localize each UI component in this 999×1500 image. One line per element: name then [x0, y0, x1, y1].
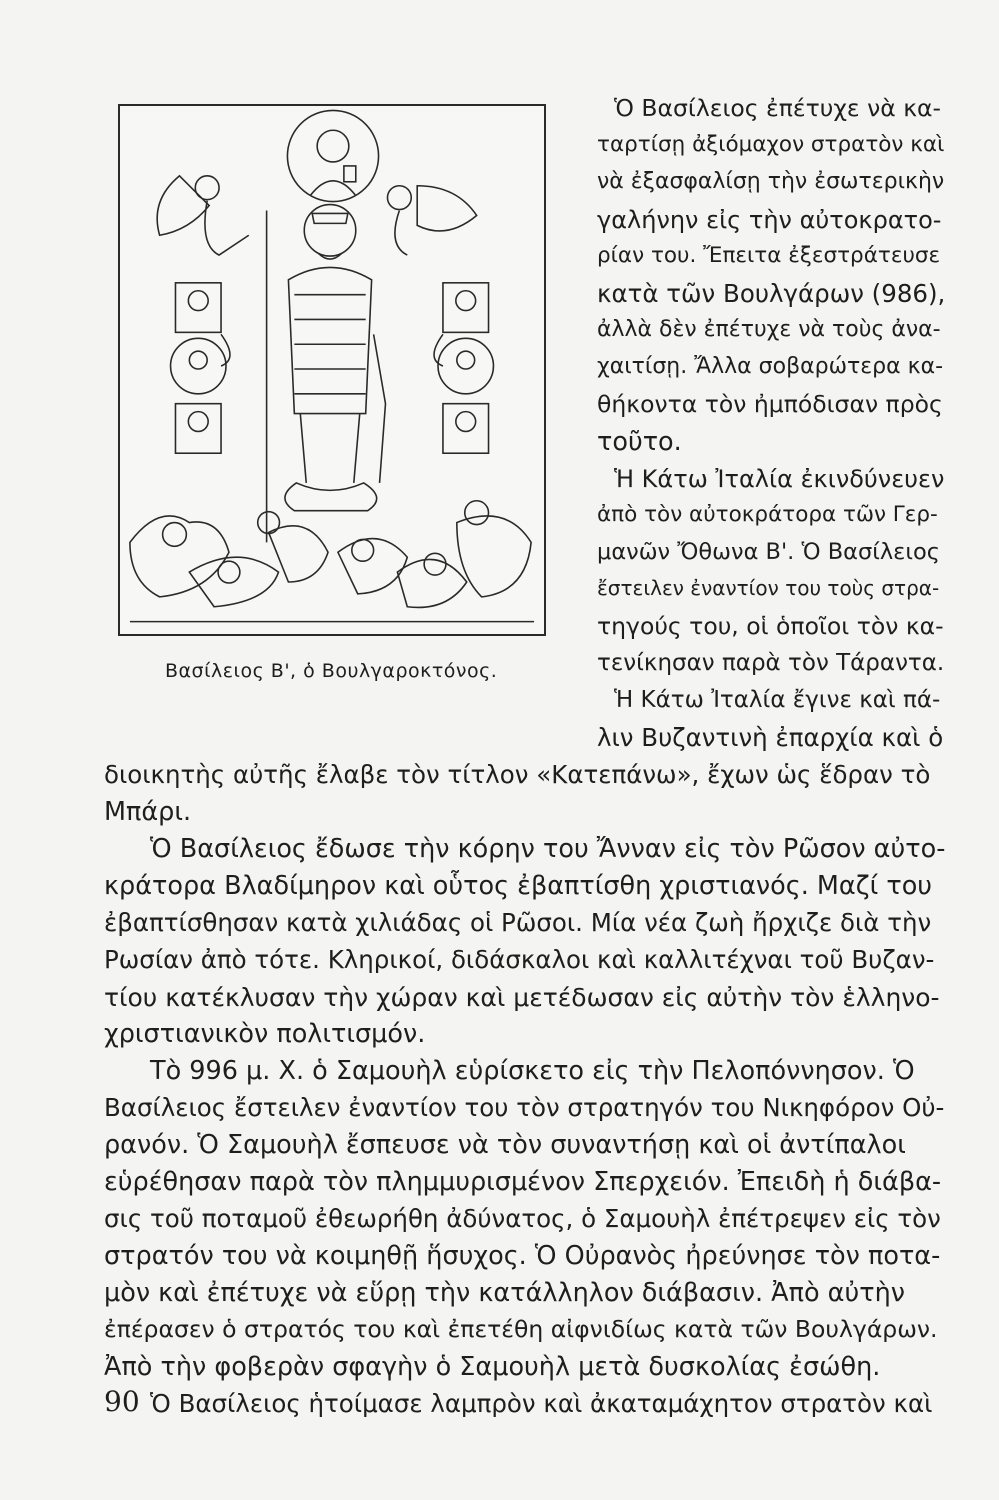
text-line: στρατόν του νὰ κοιμηθῇ ἥσυχος. Ὁ Οὐρανὸς ἠρεύνησε τὸν ποτα- [104, 1241, 941, 1271]
text-line: ταρτίσῃ ἀξιόμαχον στρατὸν καὶ [597, 132, 945, 157]
illustration-frame [118, 104, 546, 636]
text-line: κράτορα Βλαδίμηρον καὶ οὗτος ἐβαπτίσθη χριστιανός. Μαζί του [104, 871, 933, 901]
text-line: Βασίλειος ἔστειλεν ἐναντίον του τὸν στρατηγόν του Νικηφόρον Οὐ- [104, 1093, 945, 1122]
text-line: Ἀπὸ τὴν φοβερὰν σφαγὴν ὁ Σαμουὴλ μετὰ δυσκολίας ἐσώθη. [104, 1352, 881, 1382]
text-line: σις τοῦ ποταμοῦ ἐθεωρήθη ἀδύνατος, ὁ Σαμουὴλ ἐπέτρεψεν εἰς τὸν [104, 1204, 941, 1233]
text-line: διοικητὴς αὐτῆς ἔλαβε τὸν τίτλον «Κατεπάνω», ἔχων ὡς ἕδραν τὸ [104, 760, 931, 789]
text-line: χριστιανικὸν πολιτισμόν. [104, 1019, 426, 1049]
text-line: τίου κατέκλυσαν τὴν χώραν καὶ μετέδωσαν εἰς αὐτὴν τὸν ἑλληνο- [104, 983, 940, 1012]
text-line: Ρωσίαν ἀπὸ τότε. Κληρικοί, διδάσκαλοι καὶ καλλιτέχναι τοῦ Βυζαν- [104, 945, 935, 974]
text-line: θήκοντα τὸν ἠμπόδισαν πρὸς [597, 390, 943, 418]
text-line: Ἡ Κάτω Ἰταλία ἐκινδύνευεν [614, 465, 945, 493]
text-line: Ὁ Βασίλειος ἐπέτυχε νὰ κα- [614, 94, 942, 122]
text-line: μανῶν Ὄθωνα Β'. Ὁ Βασίλειος [597, 539, 940, 565]
text-line: τηγούς του, οἱ ὁποῖοι τὸν κα- [597, 612, 944, 640]
illustration-caption: Βασίλειος Β', ὁ Βουλγαροκτόνος. [165, 660, 498, 682]
text-line: ρίαν του. Ἔπειτα ἐξεστράτευσε [597, 243, 941, 268]
text-line: ἀπὸ τὸν αὐτοκράτορα τῶν Γερ- [597, 502, 938, 527]
text-line: ρανόν. Ὁ Σαμουὴλ ἔσπευσε νὰ τὸν συναντήσῃ καὶ οἱ ἀντίπαλοι [104, 1130, 906, 1160]
text-line: κατὰ τῶν Βουλγάρων (986), [597, 279, 946, 308]
text-line: Ὁ Βασίλειος ἔδωσε τὴν κόρην του Ἄνναν εἰς τὸν Ρῶσον αὐτο- [150, 834, 946, 864]
text-line: Ἡ Κάτω Ἰταλία ἔγινε καὶ πά- [614, 687, 941, 713]
text-line: ἐπέρασεν ὁ στρατός του καὶ ἐπετέθη αἰφνιδίως κατὰ τῶν Βουλγάρων. [104, 1315, 938, 1343]
text-line: εὑρέθησαν παρὰ τὸν πλημμυρισμένον Σπερχειόν. Ἐπειδὴ ἡ διάβα- [104, 1167, 942, 1197]
emperor-basil-illustration [120, 106, 544, 634]
text-line: τενίκησαν παρὰ τὸν Τάραντα. [597, 650, 945, 676]
text-line: γαλήνην εἰς τὴν αὐτοκρατο- [597, 206, 942, 234]
text-line: χαιτίσῃ. Ἄλλα σοβαρώτερα κα- [597, 354, 944, 379]
text-line: ἐβαπτίσθησαν κατὰ χιλιάδας οἱ Ρῶσοι. Μία νέα ζωὴ ἤρχιζε διὰ τὴν [104, 908, 932, 937]
text-line: νὰ ἐξασφαλίσῃ τὴν ἐσωτερικὴν [597, 169, 945, 194]
text-line: Τὸ 996 μ. Χ. ὁ Σαμουὴλ εὑρίσκετο εἰς τὴν Πελοπόννησον. Ὁ [150, 1056, 915, 1086]
text-line: τοῦτο. [597, 427, 682, 457]
text-line: ἔστειλεν ἐναντίον του τοὺς στρα- [597, 576, 940, 600]
text-line: λιν Βυζαντινὴ ἐπαρχία καὶ ὁ [597, 723, 944, 752]
page-number: 90 [104, 1385, 140, 1418]
text-line: ἀλλὰ δὲν ἐπέτυχε νὰ τοὺς ἀνα- [597, 317, 941, 342]
text-line: Μπάρι. [104, 797, 192, 827]
text-line: μὸν καὶ ἐπέτυχε νὰ εὕρῃ τὴν κατάλληλον διάβασιν. Ἀπὸ αὐτὴν [104, 1278, 905, 1308]
text-line: Ὁ Βασίλειος ἡτοίμασε λαμπρὸν καὶ ἀκαταμάχητον στρατὸν καὶ [150, 1389, 933, 1418]
